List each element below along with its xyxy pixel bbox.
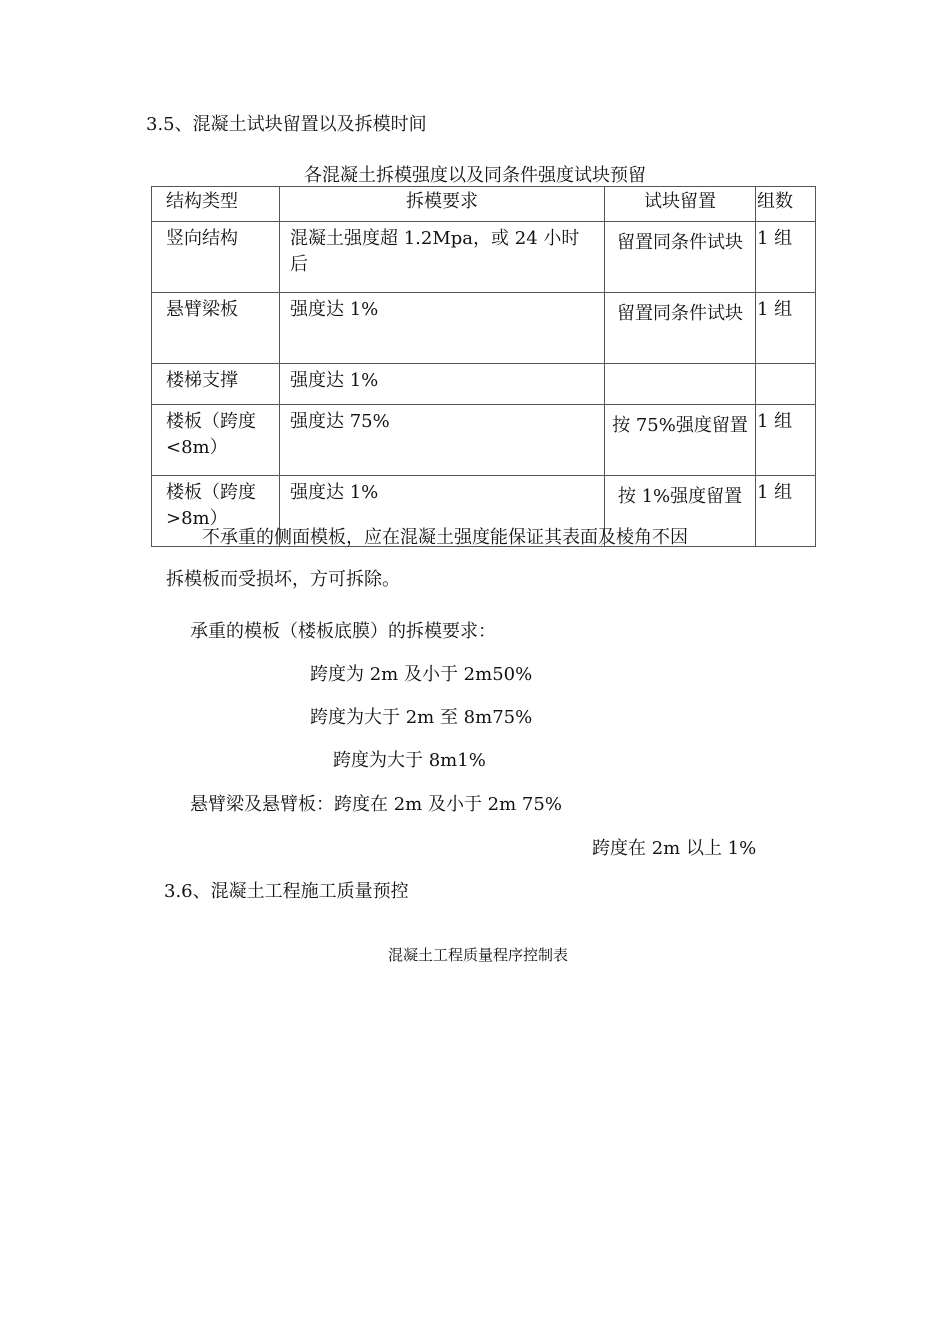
- cell-removal-requirement: 强度达 1%: [280, 293, 605, 364]
- cell-specimen-retention: 留置同条件试块: [605, 293, 756, 364]
- cell-structure-type: 悬臂梁板: [152, 293, 280, 364]
- cell-structure-type: 楼梯支撑: [152, 364, 280, 405]
- cell-specimen-retention: [605, 364, 756, 405]
- cell-removal-requirement: 强度达 1%: [280, 476, 605, 547]
- cell-group-count: [756, 364, 816, 405]
- cell-removal-requirement: 混凝土强度超 1.2Mpa，或 24 小时后: [280, 222, 605, 293]
- paragraph-side-formwork-line-1: 不承重的侧面模板，应在混凝土强度能保证其表面及棱角不因: [202, 527, 688, 548]
- requirement-span-2m-8m: 跨度为大于 2m 至 8m75%: [310, 707, 533, 728]
- cell-structure-type: 竖向结构: [152, 222, 280, 293]
- header-group-count: 组数: [756, 187, 816, 222]
- cell-removal-requirement: 强度达 75%: [280, 405, 605, 476]
- header-specimen-retention: 试块留置: [605, 187, 756, 222]
- table-row: [152, 293, 816, 364]
- cell-group-count: 1 组: [756, 476, 816, 547]
- cell-group-count: 1 组: [756, 405, 816, 476]
- table-header-row: [152, 187, 816, 222]
- table-row: [152, 364, 816, 405]
- table-row: [152, 222, 816, 293]
- requirement-span-over-8m: 跨度为大于 8m1%: [333, 750, 486, 771]
- cell-specimen-retention: 按 75%强度留置: [605, 405, 756, 476]
- section-heading-3-5: 3.5、混凝土试块留置以及拆模时间: [146, 114, 427, 135]
- paragraph-side-formwork-line-2: 拆模板而受损坏，方可拆除。: [166, 569, 400, 590]
- header-removal-requirement: 拆模要求: [280, 187, 605, 222]
- table-row: [152, 405, 816, 476]
- section-heading-3-6: 3.6、混凝土工程施工质量预控: [164, 881, 409, 902]
- cell-structure-type: 楼板（跨度>8m）: [152, 476, 280, 547]
- quality-control-table-caption: 混凝土工程质量程序控制表: [388, 946, 569, 964]
- requirement-cantilever-over-2m: 跨度在 2m 以上 1%: [592, 838, 757, 859]
- cell-specimen-retention: 按 1%强度留置: [605, 476, 756, 547]
- cell-removal-requirement: 强度达 1%: [280, 364, 605, 405]
- cell-specimen-retention: 留置同条件试块: [605, 222, 756, 293]
- cell-structure-type: 楼板（跨度<8m）: [152, 405, 280, 476]
- requirement-cantilever-2m: 悬臂梁及悬臂板：跨度在 2m 及小于 2m 75%: [190, 794, 562, 815]
- formwork-removal-table: [151, 186, 816, 547]
- cell-group-count: 1 组: [756, 293, 816, 364]
- paragraph-load-bearing-formwork: 承重的模板（楼板底膜）的拆模要求：: [190, 621, 496, 642]
- header-structure-type: 结构类型: [152, 187, 280, 222]
- cell-group-count: 1 组: [756, 222, 816, 293]
- requirement-span-2m: 跨度为 2m 及小于 2m50%: [310, 664, 533, 685]
- table-caption: 各混凝土拆模强度以及同条件强度试块预留: [304, 165, 646, 186]
